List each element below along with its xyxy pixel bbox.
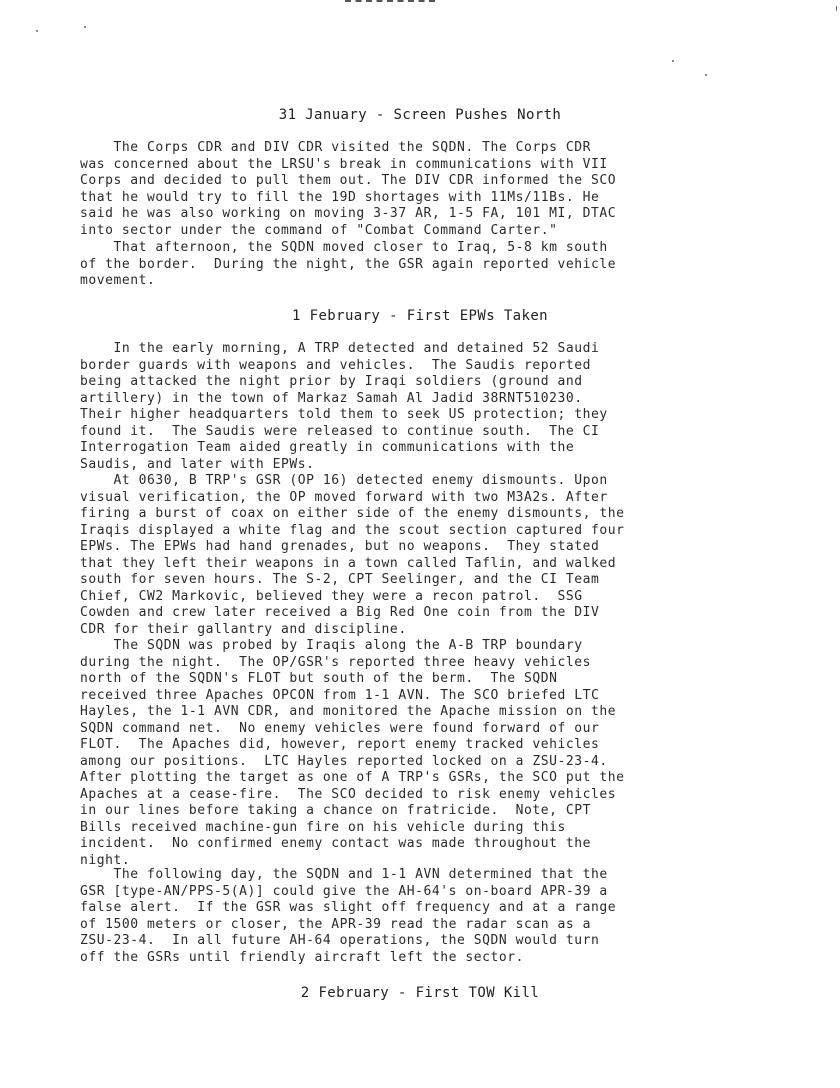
paragraph: The Corps CDR and DIV CDR visited the SQDN. The Corps CDR was concerned about the LRSU's break in communications with VII Corps and decided to pull them out. The DIV CDR informed the SCO that he would try to fill the 19D shortages with 11Ms/11Bs. He said he was also working on moving 3-37 AR, 1-5 FA, 101 MI, DTAC into sector under the command of "Combat Command Carter." [80, 140, 617, 238]
paragraph: In the early morning, A TRP detected and detained 52 Saudi border guards with weapons and vehicles. The Saudis reported being attacked the night prior by Iraqi soldiers (ground and artillery) in the town of Markaz Samah Al Jadid 38RNT510230. Their higher headquarters told them to seek US protection; they found it. The Saudis were released to continue south. The CI Interrogation Team aided greatly in communications with the Saudis, and later with EPWs. [80, 341, 608, 472]
section-heading-31-january: 31 January - Screen Pushes North [278, 107, 562, 123]
paragraph: The SQDN was probed by Iraqis along the A-B TRP boundary during the night. The OP/GSR's reported three heavy vehicles north of the SQDN's FLOT but south of the berm. The SQDN received three Apaches OPCON from 1-1 AVN. The SCO briefed LTC Hayles, the 1-1 AVN CDR, and monitored the Apache mission on the SQDN command net. No enemy vehicles were found forward of our FLOT. The Apaches did, however, report enemy tracked vehicles among our positions. LTC Hayles reported locked on a ZSU-23-4. After plotting the target as one of A TRP's GSRs, the SCO put the Apaches at a cease-fire. The SCO decided to risk enemy vehicles in our lines before taking a chance on fratricide. Note, CPT Bills received machine-gun fire on his vehicle during this incident. No confirmed enemy contact was made throughout the night. [80, 638, 625, 868]
top-dashed-rule [345, 0, 435, 4]
scan-speck [705, 74, 707, 76]
scan-speck [672, 60, 674, 62]
paragraph: The following day, the SQDN and 1-1 AVN determined that the GSR [type-AN/PPS-5(A)] could give the AH-64's on-board APR-39 a false alert. If the GSR was slight off frequency and at a range of 1500 meters or closer, the APR-39 read the radar scan as a ZSU-23-4. In all future AH-64 operations, the SQDN would turn off the GSRs until friendly aircraft left the sector. [80, 867, 617, 965]
scan-speck [84, 26, 86, 28]
paragraph: That afternoon, the SQDN moved closer to Iraq, 5-8 km south of the border. During the night, the GSR again reported vehicle movement. [80, 240, 617, 288]
section-heading-2-february: 2 February - First TOW Kill [300, 985, 540, 1001]
section-heading-1-february: 1 February - First EPWs Taken [291, 308, 549, 324]
paragraph: At 0630, B TRP's GSR (OP 16) detected enemy dismounts. Upon visual verification, the OP moved forward with two M3A2s. After firing a burst of coax on either side of the enemy dismounts, the Iraqis displayed a white flag and the scout section captured four EPWs. The EPWs had hand grenades, but no weapons. They stated that they left their weapons in a town called Taflin, and walked south for seven hours. The S-2, CPT Seelinger, and the CI Team Chief, CW2 Markovic, believed they were a recon patrol. SSG Cowden and crew later received a Big Red One coin from the DIV CDR for their gallantry and discipline. [80, 473, 625, 637]
scan-speck [36, 30, 38, 32]
scan-speck [836, 6, 837, 11]
